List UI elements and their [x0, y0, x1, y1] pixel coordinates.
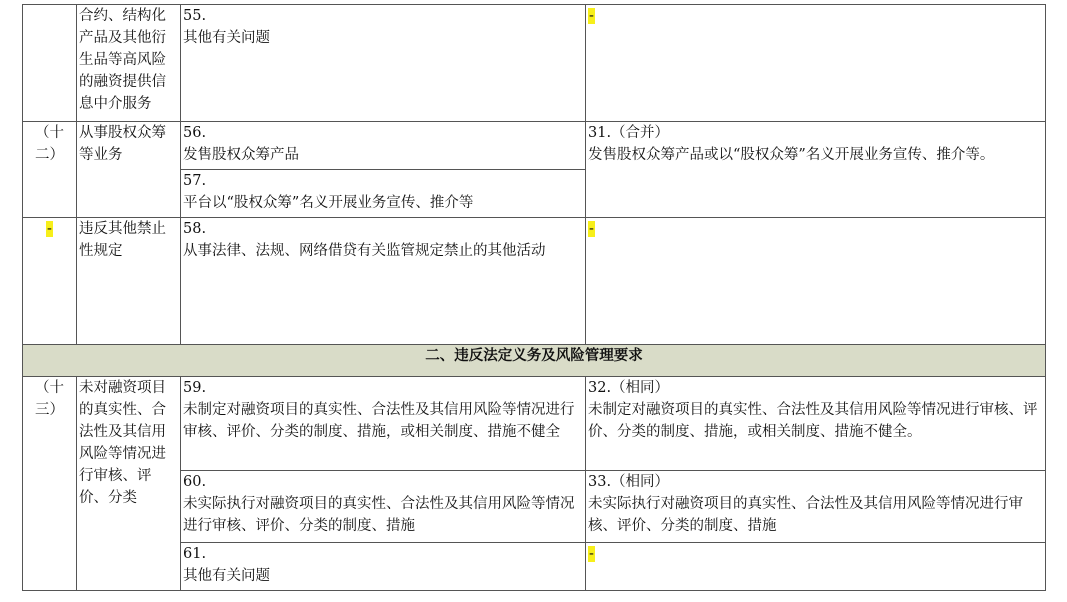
item-text: 未制定对融资项目的真实性、合法性及其信用风险等情况进行审核、评价、分类的制度、措施，或相关制度、措施不健全: [183, 402, 575, 440]
item-number: 59.: [183, 380, 207, 396]
reference-text: 发售股权众筹产品或以“股权众筹”名义开展业务宣传、推介等。: [588, 147, 995, 163]
category-text: 未对融资项目的真实性、合法性及其信用风险等情况进行审核、评价、分类: [79, 380, 166, 506]
index-cell: [23, 377, 77, 591]
reference-cell: [586, 471, 1046, 543]
category-text: 从事股权众筹等业务: [79, 125, 166, 163]
item-cell: [181, 170, 586, 218]
index-text: （十二）: [35, 125, 64, 163]
item-number: 56.: [183, 125, 207, 141]
section-title: [23, 345, 1046, 377]
item-cell: [181, 218, 586, 345]
item-cell: [181, 377, 586, 471]
reference-number: 32.（相同）: [588, 380, 670, 396]
item-text: 其他有关问题: [183, 568, 270, 584]
item-number: 60.: [183, 474, 207, 490]
section-header-row: [23, 345, 1046, 377]
index-cell: [23, 5, 77, 122]
item-text: 平台以“股权众筹”名义开展业务宣传、推介等: [183, 195, 474, 211]
table-row: [23, 218, 1046, 345]
highlight-dash: -: [589, 8, 594, 24]
index-cell: [23, 122, 77, 218]
reference-cell: [586, 122, 1046, 218]
index-text: （十三）: [35, 380, 64, 418]
highlight-dash: -: [47, 221, 52, 237]
item-number: 61.: [183, 546, 207, 562]
category-cell: [77, 5, 181, 122]
highlight-dash: -: [589, 221, 594, 237]
highlight-dash: -: [589, 546, 594, 562]
item-number: 57.: [183, 173, 207, 189]
item-number: 58.: [183, 221, 207, 237]
category-cell: [77, 218, 181, 345]
reference-cell: [586, 377, 1046, 471]
category-cell: [77, 122, 181, 218]
section-title-text: 二、违反法定义务及风险管理要求: [425, 347, 643, 364]
category-text: 违反其他禁止性规定: [79, 221, 166, 259]
reference-cell: [586, 218, 1046, 345]
reference-cell: [586, 5, 1046, 122]
regulation-table: [22, 4, 1046, 591]
reference-number: 33.（相同）: [588, 474, 670, 490]
item-number: 55.: [183, 8, 207, 24]
reference-cell: [586, 543, 1046, 591]
item-text: 其他有关问题: [183, 30, 270, 46]
reference-number: 31.（合并）: [588, 125, 670, 141]
table-row: [23, 377, 1046, 471]
category-cell: [77, 377, 181, 591]
reference-text: 未实际执行对融资项目的真实性、合法性及其信用风险等情况进行审核、评价、分类的制度、措施: [588, 496, 1023, 534]
item-text: 未实际执行对融资项目的真实性、合法性及其信用风险等情况进行审核、评价、分类的制度、措施: [183, 496, 575, 534]
item-cell: [181, 122, 586, 170]
item-cell: [181, 471, 586, 543]
table-row: [23, 5, 1046, 122]
item-cell: [181, 543, 586, 591]
index-cell: [23, 218, 77, 345]
reference-text: 未制定对融资项目的真实性、合法性及其信用风险等情况进行审核、评价、分类的制度、措施，或相关制度、措施不健全。: [588, 402, 1038, 440]
category-text: 合约、结构化产品及其他衍生品等高风险的融资提供信息中介服务: [79, 8, 166, 112]
item-text: 发售股权众筹产品: [183, 147, 299, 163]
item-cell: [181, 5, 586, 122]
table-row: [23, 122, 1046, 170]
item-text: 从事法律、法规、网络借贷有关监管规定禁止的其他活动: [183, 243, 546, 259]
